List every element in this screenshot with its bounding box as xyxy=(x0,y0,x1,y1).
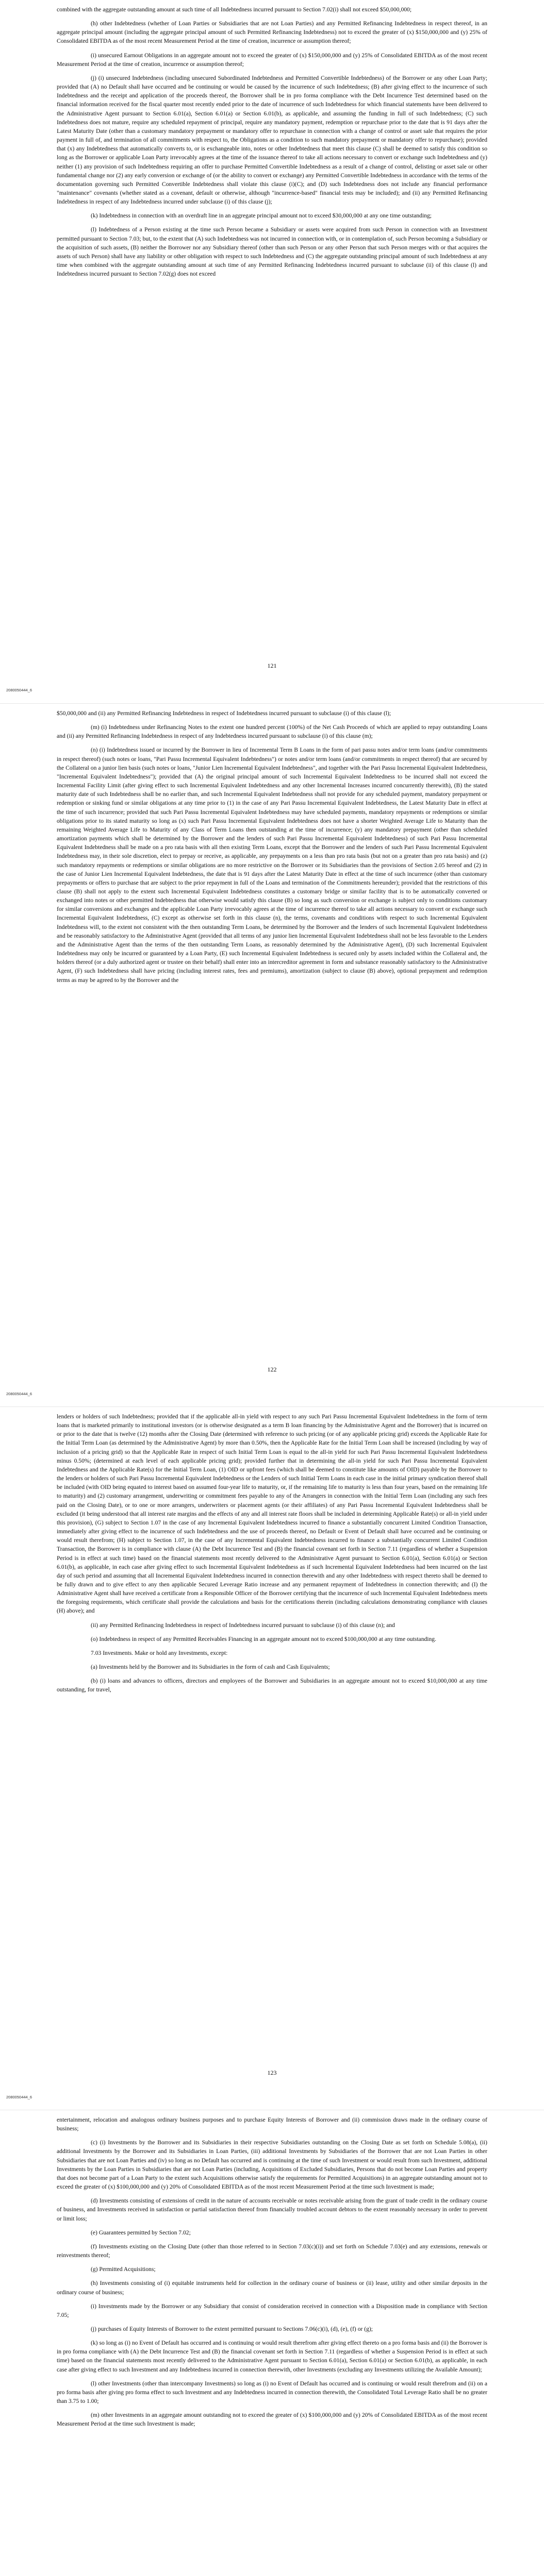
paragraph: (n) (i) Indebtedness issued or incurred by the Borrower in lieu of Incremental Term B Loans in the form of pari passu notes and/or term loans (and/or commitments in respect thereof) (such notes or loans, "Pari Passu Incremental Equivalent Indebtedness") or notes and/or term loans (and/or commitments in respect thereof) that are secured by the Collateral on a junior lien basis (such notes or loans, "Junior Lien Incremental Equivalent Indebtedness", and together with the Pari Passu Incremental Equivalent Indebtedness, "Incremental Equivalent Indebtedness"); provided that (A) the original principal amount of such Incremental Equivalent Indebtedness to be incurred shall not exceed the Incremental Facility Limit (after giving effect to such Incremental Equivalent Indebtedness and any other Incremental Increases incurred concurrently therewith), (B) the stated maturity date of such Indebtedness shall be no earlier than, and such Incremental Equivalent Indebtedness shall not provide for any scheduled payment, mandatory prepayment or redemption or sinking fund or similar obligations at any time prior to (1) in the case of any Pari Passu Incremental Equivalent Indebtedness, the Latest Maturity Date in effect at the time of such incurrence; provided that such Pari Passu Incremental Equivalent Indebtedness may have scheduled payments, mandatory repayments or redemptions or similar obligations prior to its stated maturity so long as (x) such Pari Passu Incremental Equivalent Indebtedness does not have a shorter Weighted Average Life to Maturity than the remaining Weighted Average Life to Maturity of any Class of Term Loans then outstanding at the time of incurrence; (y) any mandatory prepayment (other than scheduled amortization payments which shall be determined by the Borrower and the lenders of such Pari Passu Incremental Equivalent Indebtedness) of such Pari Passu Incremental Equivalent Indebtedness shall be made on a pro rata basis with all then existing Term Loans, except that the Borrower and the lenders of such Pari Passu Incremental Equivalent Indebtedness may, in their sole discretion, elect to prepay or receive, as applicable, any prepayments on a less than pro rata basis (but not on a greater than pro rata basis) and (z) such mandatory repayments or redemptions or similar obligations are no more restrictive on the Borrower or its Subsidiaries than the provisions of Section 2.05 hereof and (2) in the case of Junior Lien Incremental Equivalent Indebtedness, the date that is 91 days after the Latest Maturity Date in effect at the time of such incurrence (other than customary prepayments or offers to purchase that are subject to the prior repayment in full of the Loans and termination of the Commitments hereunder); provided that the restrictions of this clause (B) shall not apply to the extent such Incremental Equivalent Indebtedness constitutes a customary bridge or similar facility that is to be automatically converted or exchanged into notes or other permitted Indebtedness that otherwise would satisfy this clause (B) so long as such conversion or exchange is subject only to conditions customary for similar conversions and exchanges and the applicable Loan Party irrevocably agrees at the time of incurrence thereof to take all actions necessary to convert or exchange such Incremental Equivalent Indebtedness, (C) except as otherwise set forth in this clause (n), the terms, covenants and conditions with respect to such Incremental Equivalent Indebtedness will, to the extent not consistent with the then outstanding Term Loans, be determined by the Borrower and the lenders of such Incremental Equivalent Indebtedness and be reasonably satisfactory to the Administrative Agent (provided that all terms of any junior lien Incremental Equivalent Indebtedness shall not be less favorable to the Lenders and the Administrative Agent than the terms of the then outstanding Term Loans, as reasonably determined by the Administrative Agent), (D) such Incremental Equivalent Indebtedness may only be incurred or guaranteed by a Loan Party, (E) such Incremental Equivalent Indebtedness is secured only by assets included within the Collateral and, the holders thereof (or a duly authorized agent or trustee on their behalf) shall enter into an intercreditor agreement in form and substance reasonably satisfactory to the Administrative Agent, (F) such Indebtedness shall have pricing (including interest rates, fees and premiums), amortization (subject to clause (B) above), optional prepayment and redemption terms as may be agreed to by the Borrower and the xyxy=(57,747,487,984)
paragraph: (m) other Investments in an aggregate amount outstanding not to exceed the greater of (x) $100,000,000 and (y) 20% of Consolidated EBITDA as of the most recent Measurement Period at the time such Investment is made; xyxy=(57,2412,487,2428)
paragraph: combined with the aggregate outstanding amount at such time of all Indebtedness incurred pursuant to Section 7.02(i) shall not exceed $50,000,000; xyxy=(57,6,412,13)
paragraph: (j) (i) unsecured Indebtedness (including unsecured Subordinated Indebtedness and Permitted Convertible Indebtedness) of the Borrower or any other Loan Party; provided that (A) no Default shall have occurred and be continuing or would be caused by the incurrence of such Indebtedness; (B) after giving effect to the incurrence of such Indebtedness and the receipt and application of the proceeds thereof, the Borrower shall be in pro forma compliance with the Debt Incurrence Test determined based on the financial information received for the fiscal quarter most recently ended prior to the date of incurrence of such Indebtedness for which financial statements have been delivered to the Administrative Agent pursuant to Section 6.01(a), Section 6.01(a) or Section 6.01(b), as applicable, and assuming the funding in full of such Indebtedness; (C) such Indebtedness does not mature, require any scheduled repayment of principal, require any mandatory payment, redemption or repurchase prior to the date that is 91 days after the Latest Maturity Date (other than a customary mandatory prepayment or mandatory offer to repurchase in connection with a change of control or asset sale that requires the prior payment in full of, and termination of all commitments with respect to, the Obligations as a condition to such mandatory prepayment or mandatory offer to repurchase); provided that (x) any Indebtedness that automatically converts to, or is exchangeable into, notes or other Indebtedness that meet this clause (C) shall be deemed to satisfy this condition so long as the Borrower or applicable Loan Party irrevocably agrees at the time of the issuance thereof to take all actions necessary to convert or exchange such Indebtedness and (y) neither (1) any provision of such Indebtedness requiring an offer to purchase Permitted Convertible Indebtedness as a result of a change of control, delisting or asset sale or other fundamental change nor (2) any early conversion or exchange of (or the ability to convert or exchange) any Permitted Convertible Indebtedness in accordance with the terms of the documentation governing such Permitted Convertible Indebtedness shall violate this clause (i)(C); and (D) such Indebtedness does not include any financial performance "maintenance" covenants (whether stated as a covenant, default or otherwise, although "incurrence-based" financial tests may be included); and (ii) any Permitted Refinancing Indebtedness in respect of any Indebtedness incurred under subclause (i) of this clause (j); xyxy=(57,74,487,206)
paragraph: (l) other Investments (other than intercompany Investments) so long as (i) no Event of Default has occurred and is continuing or would result therefrom and (ii) on a pro forma basis after giving pro forma effect to such Investment and any Indebtedness incurred in connection therewith, the Consolidated Total Leverage Ratio shall be no greater than 3.75 to 1.00; xyxy=(57,2380,487,2405)
paragraph: entertainment, relocation and analogous ordinary business purposes and to purchase Equity Interests of Borrower and (ii) commission draws made in the ordinary course of business; xyxy=(57,2116,487,2132)
document-id: 2080050444_6 xyxy=(6,688,32,692)
page-number: 121 xyxy=(267,662,277,669)
paragraph: (c) (i) Investments by the Borrower and its Subsidiaries in their respective Subsidiaries outstanding on the Closing Date as set forth on Schedule 5.08(a), (ii) additional Investments by the Borrower and its Subsidiaries in Loan Parties, (iii) additional Investments by Subsidiaries of the Borrower that are not Loan Parties in other Subsidiaries that are not Loan Parties and (iv) so long as no Default has occurred and is continuing at the time of such Investment or would result from such Investment, additional Investments by the Loan Parties in Subsidiaries that are not Loan Parties (including, Acquisitions of Excluded Subsidiaries, Persons that do not become Loan Parties and property that does not become part of a Loan Party to the extent such Acquisitions otherwise satisfy the requirements for Permitted Acquisitions) in an aggregate outstanding amount not to exceed the greater of (x) $100,000,000 and (y) 20% of Consolidated EBITDA as of the most recent Measurement Period at the time such Investment is made; xyxy=(57,2139,487,2191)
paragraph: (h) Investments consisting of (i) equitable instruments held for collection in the ordinary course of business or (ii) lease, utility and other similar deposits in the ordinary course of business; xyxy=(57,2280,487,2296)
paragraph: (g) Permitted Acquisitions; xyxy=(91,2266,156,2273)
paragraph: $50,000,000 and (ii) any Permitted Refinancing Indebtedness in respect of Indebtedness incurred pursuant to subclause (i) of this clause (l); xyxy=(57,710,391,717)
document-id: 2080050444_6 xyxy=(6,2095,32,2099)
paragraph: (m) (i) Indebtedness under Refinancing Notes to the extent one hundred percent (100%) of the Net Cash Proceeds of which are applied to repay outstanding Loans and (ii) any Permitted Refinancing Indebtedness in respect of any Indebtedness incurred pursuant to subclause (i) of this clause (m); xyxy=(57,724,487,740)
section-heading: 7.03 Investments. Make or hold any Investments, except: xyxy=(91,1649,228,1656)
paragraph: (k) so long as (i) no Event of Default has occurred and is continuing or would result therefrom after giving effect thereto on a pro forma basis and (ii) the Borrower is in pro forma compliance with (A) the Debt Incurrence Test and (B) the financial covenant set forth in Section 7.11 (regardless of whether a Suspension Period is in effect at such time) based on the financial statements most recently delivered to the Administrative Agent pursuant to Section 6.01(a), Section 6.01(a) or Section 6.01(b), as applicable, in each case after giving effect to such Investment and any Indebtedness incurred in connection therewith, other Investments (excluding any Investments utilizing the Available Amount); xyxy=(57,2340,487,2373)
page-number: 123 xyxy=(267,2069,277,2076)
paragraph: (d) Investments consisting of extensions of credit in the nature of accounts receivable or notes receivable arising from the grant of trade credit in the ordinary course of business, and Investments received in satisfaction or partial satisfaction thereof from financially troubled account debtors to the extent reasonably necessary in order to prevent or limit loss; xyxy=(57,2197,487,2222)
paragraph: (f) Investments existing on the Closing Date (other than those referred to in Section 7.03(c)(i)) and set forth on Schedule 7.03(e) and any extensions, renewals or reinvestments thereof; xyxy=(57,2243,487,2259)
page-number: 122 xyxy=(267,1366,277,1373)
paragraph: (h) other Indebtedness (whether of Loan Parties or Subsidiaries that are not Loan Parties) and any Permitted Refinancing Indebtedness in respect thereof, in an aggregate principal amount (including the aggregate principal amount of such Permitted Refinancing Indebtedness) not to exceed the greater of (x) $150,000,000 and (y) 25% of Consolidated EBITDA as of the most recent Measurement Period at the time of creation, incurrence or assumption thereof; xyxy=(57,20,487,45)
paragraph: (k) Indebtedness in connection with an overdraft line in an aggregate principal amount not to exceed $30,000,000 at any one time outstanding; xyxy=(91,212,432,219)
paragraph: (b) (i) loans and advances to officers, directors and employees of the Borrower and Subsidiaries in an aggregate amount not to exceed $10,000,000 at any time outstanding, for travel, xyxy=(57,1677,487,1693)
paragraph: (a) Investments held by the Borrower and its Subsidiaries in the form of cash and Cash Equivalents; xyxy=(91,1664,330,1671)
paragraph: (i) unsecured Earnout Obligations in an aggregate amount not to exceed the greater of (x) $150,000,000 and (y) 25% of Consolidated EBITDA as of the most recent Measurement Period at the time of creation, incurrence or assumption thereof; xyxy=(57,52,487,67)
paragraph: (o) Indebtedness in respect of any Permitted Receivables Financing in an aggregate amount not to exceed $100,000,000 at any time outstanding. xyxy=(91,1635,436,1642)
document-id: 2080050444_6 xyxy=(6,1392,32,1396)
document-page-121 xyxy=(0,0,544,703)
document-page-123 xyxy=(0,1406,544,2110)
document-page-124 xyxy=(0,2110,544,2576)
paragraph: (i) Investments made by the Borrower or any Subsidiary that consist of consideration received in connection with a Disposition made in compliance with Section 7.05; xyxy=(57,2302,487,2318)
paragraph: (l) Indebtedness of a Person existing at the time such Person became a Subsidiary or assets were acquired from such Person in connection with an Investment permitted pursuant to Section 7.03; but, to the extent that (A) such Indebtedness was not incurred in connection with, or in contemplation of, such Person becoming a Subsidiary or the acquisition of such assets, (B) neither the Borrower nor any Subsidiary thereof (other than such Person or any other Person that such Person merges with or that acquires the assets of such Person) shall have any liability or other obligation with respect to such Indebtedness and (C) the aggregate outstanding principal amount of such Indebtedness at any time when combined with the aggregate outstanding amount at such time of any Permitted Refinancing Indebtedness incurred pursuant to subclause (ii) of this clause (l) and Indebtedness incurred pursuant to Section 7.02(g) does not exceed xyxy=(57,226,487,278)
paragraph: lenders or holders of such Indebtedness; provided that if the applicable all-in yield with respect to any such Pari Passu Incremental Equivalent Indebtedness in the form of term loans that is marketed primarily to institutional investors (or is otherwise designated as a term B loan financing by the Administrative Agent and the Borrower) that is incurred on or prior to the date that is twelve (12) months after the Closing Date (determined with reference to such pricing (or of any applicable pricing grid) exceeds the Applicable Rate for the Initial Term Loan (as determined by the Administrative Agent) by more than 0.50%, then the Applicable Rate for the Initial Term Loan shall be increased (including by way of inclusion of a pricing grid) so that the Applicable Rate in respect of such Initial Term Loan is equal to the all-in yield for such Pari Passu Incremental Equivalent Indebtedness minus 0.50%; (determined at each level of each applicable pricing grid); provided further that in determining the all-in yield for such Pari Passu Incremental Equivalent Indebtedness and the Applicable Rate(s) for the Initial Term Loan, (1) OID or upfront fees (which shall be deemed to constitute like amounts of OID) payable by the Borrower to the lenders or holders of such Pari Passu Incremental Equivalent Indebtedness or the Lenders of such Initial Term Loans in each case in the initial primary syndication thereof shall be included (with OID being equated to interest based on assumed four-year life to maturity, or, if the remaining life to maturity is less than four years, based on the remaining life to maturity) and (2) customary arrangement, underwriting or commitment fees payable to any of the Arrangers in connection with the Initial Term Loan (including any such fees paid on the Closing Date), or to one or more arrangers, underwriters or placement agents (or their affiliates) of any Pari Passu Incremental Equivalent Indebtedness shall be excluded (it being understood that all interest rate margins and the effects of any and all interest rate floors shall be included in determining Applicable Rate(s) or all-in yield under this provision), (G) subject to Section 1.07 in the case of any Incremental Equivalent Indebtedness incurred to finance a substantially concurrent Limited Condition Transaction, immediately after giving effect to the incurrence of such Indebtedness and the use of proceeds thereof, no Default or Event of Default shall have occurred and be continuing or would result therefrom; (H) subject to Section 1.07, in the case of any Incremental Equivalent Indebtedness incurred to finance a substantially concurrent Limited Condition Transaction, the Borrower is in compliance with clause (A) the Debt Incurrence Test and (B) the financial covenant set forth in Section 7.11 (regardless of whether a Suspension Period is in effect at such time) based on the financial statements most recently delivered to the Administrative Agent pursuant to Section 6.01(a), Section 6.01(a) or Section 6.01(b), as applicable, in each case after giving effect to such Incremental Equivalent Indebtedness as if such Incremental Equivalent Indebtedness had been incurred on the last day of such period and assuming that all Incremental Equivalent Indebtedness incurred in connection therewith and any other Indebtedness with respect thereto shall be deemed to be fully drawn and to give effect to any then applicable Secured Leverage Ratio increase and any permanent repayment of Indebtedness in connection therewith; and (I) the Administrative Agent shall have received a certificate from a Responsible Officer of the Borrower certifying that the incurrence of such Incremental Equivalent Indebtedness meets the foregoing requirements, which certificate shall provide the calculations and basis for the certifications therein (including calculations demonstrating compliance with clauses (H) above); and xyxy=(57,1413,487,1615)
paragraph: (ii) any Permitted Refinancing Indebtedness in respect of Indebtedness incurred pursuant to subclause (i) of this clause (n); and xyxy=(91,1621,395,1629)
paragraph: (e) Guarantees permitted by Section 7.02; xyxy=(91,2229,191,2236)
document-page-122 xyxy=(0,703,544,1406)
paragraph: (j) purchases of Equity Interests of Borrower to the extent permitted pursuant to Sections 7.06(c)(i), (d), (e), (f) or (g); xyxy=(91,2325,373,2332)
